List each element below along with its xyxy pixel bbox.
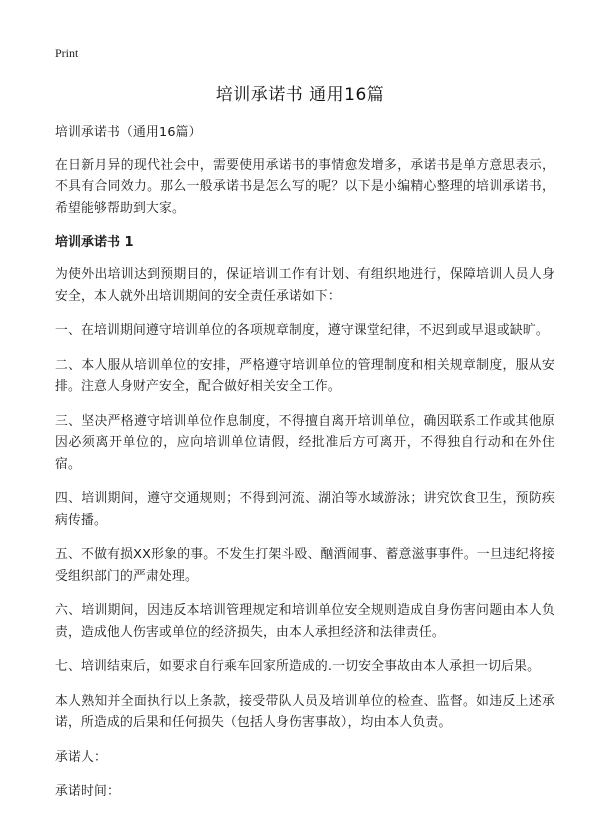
print-label[interactable]: Print bbox=[55, 46, 79, 60]
body-paragraph: 六、培训期间，因违反本培训管理规定和培训单位安全规则造成自身伤害问题由本人负责，造成他人伤害或单位的经济损失，由本人承担经济和法律责任。 bbox=[55, 603, 555, 640]
body-paragraph: 一、在培训期间遵守培训单位的各项规章制度，遵守课堂纪律，不迟到或早退或缺旷。 bbox=[55, 323, 549, 338]
section-heading: 培训承诺书 1 bbox=[55, 235, 134, 250]
body-paragraph: 为使外出培训达到预期目的，保证培训工作有计划、有组织地进行，保障培训人员人身安全，本人就外出培训期间的安全责任承诺如下： bbox=[55, 267, 555, 304]
signature-label: 承诺人： bbox=[55, 749, 107, 765]
body-paragraph: 本人熟知并全面执行以上条款，接受带队人员及培训单位的检查、监督。如违反上述承诺，所造成的后果和任何损失（包括人身伤害事故），均由本人负责。 bbox=[55, 693, 555, 730]
intro-paragraph: 在日新月异的现代社会中，需要使用承诺书的事情愈发增多，承诺书是单方意思表示，不具有合同效力。那么一般承诺书是怎么写的呢？以下是小编精心整理的培训承诺书，希望能够帮助到大家。 bbox=[55, 157, 555, 216]
body-paragraph: 三、坚决严格遵守培训单位作息制度，不得擅自离开培训单位，确因联系工作或其他原因必须离开单位的，应向培训单位请假，经批准后方可离开，不得独自行动和在外住宿。 bbox=[55, 413, 555, 472]
body-paragraph: 七、培训结束后，如要求自行乘车回家所造成的.一切安全事故由本人承担一切后果。 bbox=[55, 659, 541, 674]
document-body bbox=[55, 122, 555, 816]
body-paragraph: 四、培训期间，遵守交通规则；不得到河流、湖泊等水域游泳；讲究饮食卫生，预防疾病传播。 bbox=[55, 491, 555, 528]
body-paragraph: 二、本人服从培训单位的安排，严格遵守培训单位的管理制度和相关规章制度，服从安排。注意人身财产安全，配合做好相关安全工作。 bbox=[55, 357, 555, 394]
page-title: 培训承诺书 通用16篇 bbox=[215, 85, 385, 105]
date-label: 承诺时间： bbox=[55, 784, 120, 799]
document-subtitle: 培训承诺书（通用16篇） bbox=[55, 125, 202, 140]
body-paragraph: 五、不做有损XX形象的事。不发生打架斗殴、酗酒闹事、蓄意滋事事件。一旦违纪将接受组织部门的严肃处理。 bbox=[55, 547, 555, 584]
